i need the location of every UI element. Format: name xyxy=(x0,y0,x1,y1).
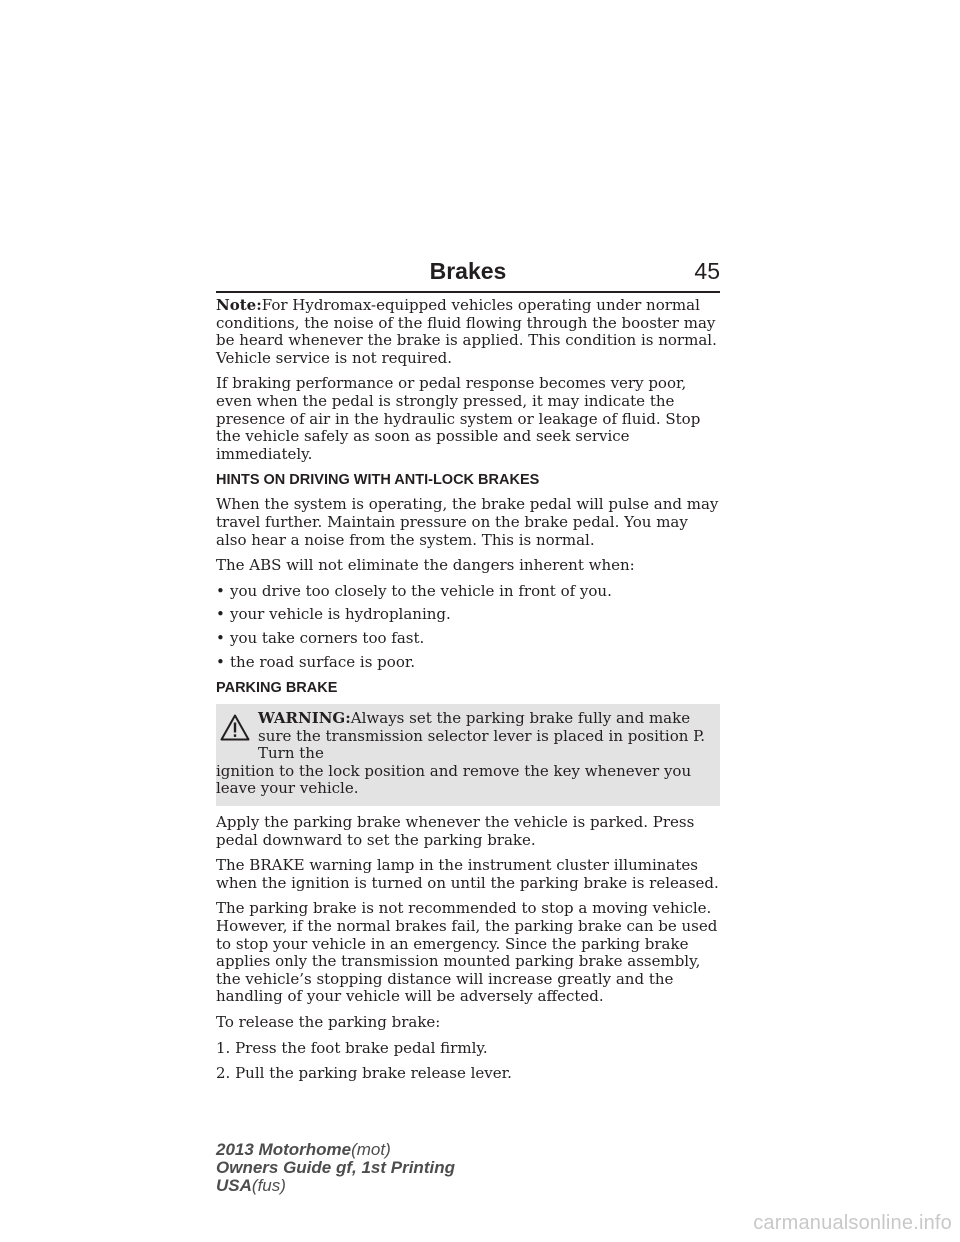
document-footer xyxy=(216,1141,455,1195)
page-number: 45 xyxy=(694,258,720,284)
apply-paragraph: Apply the parking brake whenever the vehicle is parked. Press pedal downward to set the parking brake. xyxy=(216,813,695,849)
list-item: • you take corners too fast. xyxy=(216,628,425,647)
page-content xyxy=(216,297,720,1091)
bullet-icon: • xyxy=(216,652,225,671)
warning-label: WARNING: xyxy=(258,709,351,728)
heading-parking-brake: PARKING BRAKE xyxy=(216,680,338,697)
bullet-icon: • xyxy=(216,581,225,600)
release-step-2: 2. Pull the parking brake release lever. xyxy=(216,1064,512,1083)
heading-anti-lock-brakes: HINTS ON DRIVING WITH ANTI-LOCK BRAKES xyxy=(216,472,540,489)
watermark: carmanualsonline.info xyxy=(753,1212,952,1234)
warning-triangle-icon xyxy=(220,714,250,741)
section-title: Brakes xyxy=(429,258,507,284)
list-item: • the road surface is poor. xyxy=(216,652,416,671)
list-item: • you drive too closely to the vehicle in front of you. xyxy=(216,581,612,600)
header-divider xyxy=(216,291,720,293)
footer-line-3: USA(fus) xyxy=(216,1176,286,1195)
bullet-icon: • xyxy=(216,628,225,647)
abs-danger-list xyxy=(216,583,720,671)
footer-line-2: Owners Guide gf, 1st Printing xyxy=(216,1158,455,1177)
abs-paragraph-1: When the system is operating, the brake pedal will pulse and may travel further. Maintain pressure on the brake pedal. You may also hear a noise from the system. This is normal. xyxy=(216,495,719,549)
note-paragraph xyxy=(216,297,720,367)
warning-box xyxy=(216,704,720,806)
bullet-icon: • xyxy=(216,605,225,624)
abs-paragraph-2: The ABS will not eliminate the dangers inherent when: xyxy=(216,556,635,575)
braking-paragraph: If braking performance or pedal response becomes very poor, even when the pedal is strongly pressed, it may indicate the presence of air in the hydraulic system or leakage of fluid. Stop the vehicle safely as soon as possible and seek service immediately. xyxy=(216,374,701,463)
warning-text-rest: ignition to the lock position and remove the key whenever you leave your vehicle. xyxy=(216,761,692,798)
page-header xyxy=(216,256,720,290)
footer-line-1: 2013 Motorhome(mot) xyxy=(216,1140,391,1159)
warning-text-indented xyxy=(216,710,714,763)
not-recommended-paragraph: The parking brake is not recommended to stop a moving vehicle. However, if the normal brakes fail, the parking brake can be used to stop your vehicle in an emergency. Since the parking brake applies only the transmission mounted parking brake assembly, the vehicle’s stopping distance will increase greatly and the handling of your vehicle will be adversely affected. xyxy=(216,899,718,1006)
brake-lamp-paragraph: The BRAKE warning lamp in the instrument cluster illuminates when the ignition is turned on until the parking brake is released. xyxy=(216,856,719,892)
note-text: For Hydromax-equipped vehicles operating under normal conditions, the noise of the fluid flowing through the booster may be heard whenever the brake is applied. This condition is normal. Vehicle service is not required. xyxy=(216,296,717,367)
note-label: Note: xyxy=(216,296,262,314)
warning-text-first: Always set the parking brake fully and make sure the transmission selector lever is placed in position P. Turn the xyxy=(258,709,706,763)
list-item: • your vehicle is hydroplaning. xyxy=(216,605,451,624)
release-intro: To release the parking brake: xyxy=(216,1013,441,1031)
release-step-1: 1. Press the foot brake pedal firmly. xyxy=(216,1038,488,1057)
